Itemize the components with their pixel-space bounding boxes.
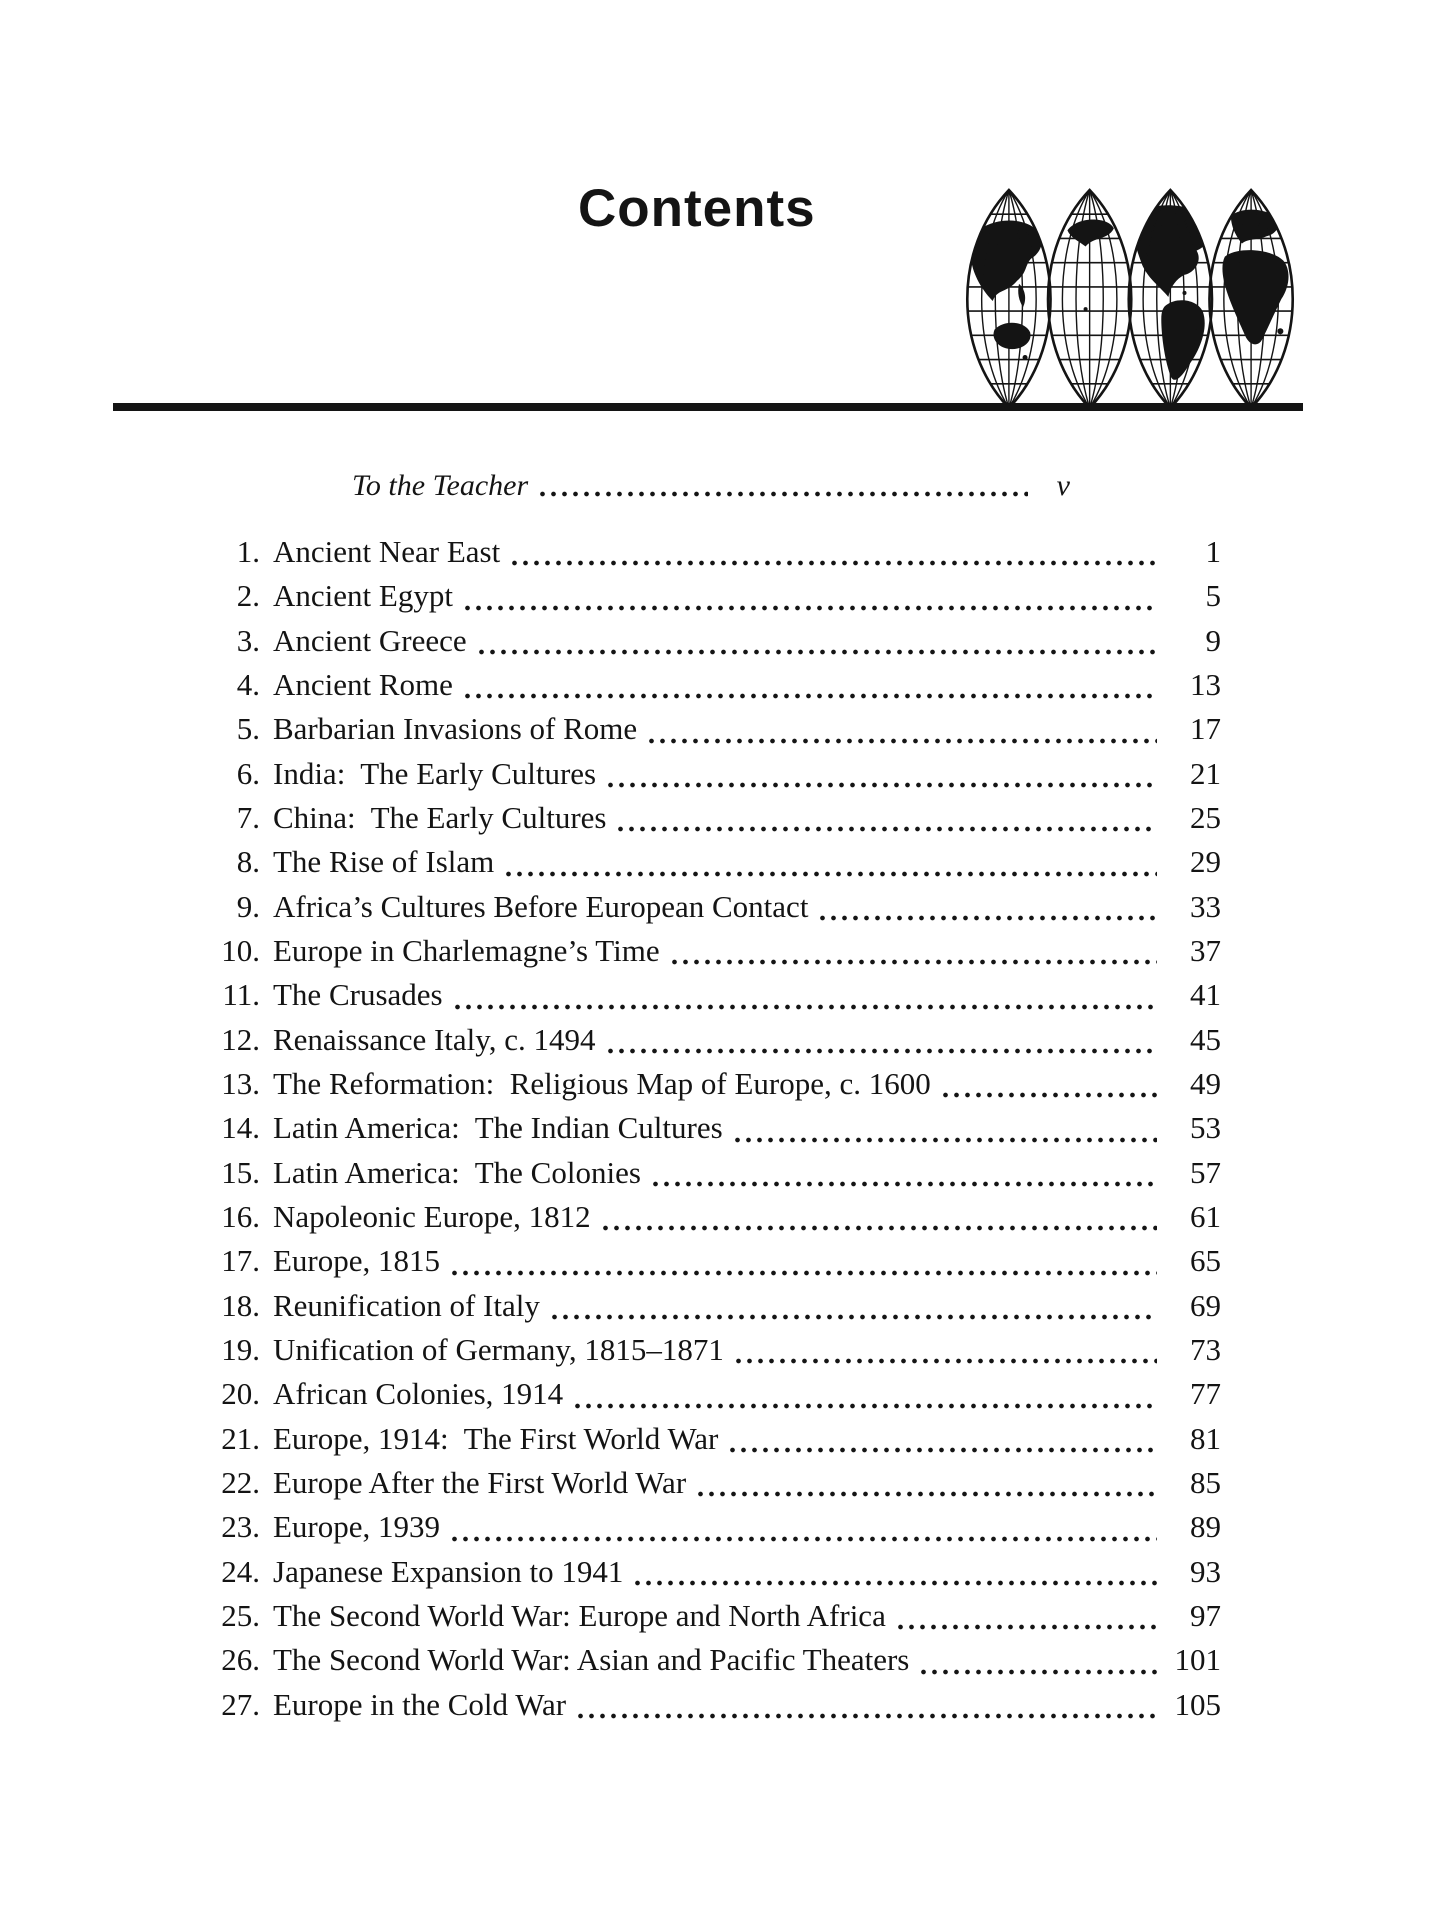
toc-entry-page: 13 (1190, 666, 1221, 702)
toc-entry-title: The Second World War: Europe and North Africa (273, 1597, 886, 1633)
dot-leader (943, 1092, 1157, 1098)
toc-entry-title: Japanese Expansion to 1941 (273, 1553, 624, 1589)
toc-entry-page: 73 (1190, 1331, 1221, 1367)
toc-entry-row (170, 1418, 1221, 1462)
toc-entry-number: 25. (221, 1597, 260, 1633)
dot-leader (575, 1403, 1157, 1409)
dot-leader (653, 1181, 1157, 1187)
toc-entry-page: 37 (1190, 932, 1221, 968)
toc-entry-row (170, 708, 1221, 752)
toc-entry-title: Latin America: The Colonies (273, 1154, 641, 1190)
toc-entry-number: 16. (221, 1198, 260, 1234)
toc-entry-title: The Rise of Islam (273, 844, 495, 880)
toc-entry-page: 69 (1190, 1287, 1221, 1323)
dot-leader (608, 1048, 1157, 1054)
world-map-gores-icon (965, 188, 1295, 410)
toc-entry-title: African Colonies, 1914 (273, 1376, 564, 1412)
toc-entry-page: 9 (1205, 622, 1221, 658)
dot-leader (479, 649, 1157, 655)
toc-entry-row (170, 1639, 1221, 1683)
toc-entry-page: 85 (1190, 1464, 1221, 1500)
toc-entry-page: 21 (1190, 755, 1221, 791)
toc-entry-title: Europe in Charlemagne’s Time (273, 932, 660, 968)
front-matter-row (352, 466, 1070, 506)
header-rule (113, 403, 1303, 411)
toc-entry-number: 10. (221, 932, 260, 968)
toc-entry-title: Renaissance Italy, c. 1494 (273, 1021, 596, 1057)
dot-leader (649, 738, 1157, 744)
toc-list (170, 531, 1221, 1728)
toc-entry-title: Napoleonic Europe, 1812 (273, 1198, 591, 1234)
toc-entry-title: Barbarian Invasions of Rome (273, 711, 638, 747)
toc-entry-row (170, 1152, 1221, 1196)
toc-entry-page: 61 (1190, 1198, 1221, 1234)
toc-entry-page: 49 (1190, 1065, 1221, 1101)
toc-entry-number: 14. (221, 1110, 260, 1146)
toc-entry-row (170, 1551, 1221, 1595)
dot-leader (672, 959, 1157, 965)
toc-entry-page: 25 (1190, 799, 1221, 835)
dot-leader (921, 1669, 1157, 1675)
toc-entry-number: 9. (236, 888, 260, 924)
page-title: Contents (578, 179, 816, 238)
toc-entry-page: 57 (1190, 1154, 1221, 1190)
toc-entry-row (170, 797, 1221, 841)
toc-entry-page: 41 (1190, 977, 1221, 1013)
toc-entry-title: Reunification of Italy (273, 1287, 540, 1323)
toc-entry-row (170, 753, 1221, 797)
toc-entry-number: 20. (221, 1376, 260, 1412)
dot-leader (635, 1580, 1157, 1586)
toc-entry-number: 23. (221, 1509, 260, 1545)
dot-leader (512, 560, 1157, 566)
toc-entry-number: 8. (236, 844, 260, 880)
toc-entry-title: Europe, 1815 (273, 1243, 441, 1279)
dot-leader (540, 491, 1028, 497)
toc-entry-title: China: The Early Cultures (273, 799, 607, 835)
toc-entry-row (170, 930, 1221, 974)
toc-entry-row (170, 1595, 1221, 1639)
front-matter-page: v (1056, 469, 1070, 502)
toc-entry-row (170, 620, 1221, 664)
toc-entry-title: Europe, 1939 (273, 1509, 441, 1545)
toc-entry-row (170, 1373, 1221, 1417)
toc-entry-row (170, 664, 1221, 708)
toc-entry-page: 101 (1174, 1642, 1221, 1678)
dot-leader (820, 915, 1157, 921)
toc-entry-title: Europe in the Cold War (273, 1686, 567, 1722)
front-matter-title: To the Teacher (352, 469, 529, 502)
toc-entry-row (170, 575, 1221, 619)
dot-leader (608, 782, 1157, 788)
toc-entry-page: 29 (1190, 844, 1221, 880)
toc-entry-page: 33 (1190, 888, 1221, 924)
toc-entry-number: 21. (221, 1420, 260, 1456)
toc-entry-title: Ancient Greece (273, 622, 467, 658)
toc-entry-number: 13. (221, 1065, 260, 1101)
dot-leader (618, 826, 1157, 832)
toc-entry-number: 17. (221, 1243, 260, 1279)
toc-entry-title: Ancient Rome (273, 666, 453, 702)
toc-entry-number: 22. (221, 1464, 260, 1500)
toc-entry-title: Ancient Egypt (273, 578, 453, 614)
toc-entry-row (170, 1240, 1221, 1284)
toc-entry-row (170, 1506, 1221, 1550)
toc-entry-row (170, 1462, 1221, 1506)
dot-leader (578, 1713, 1157, 1719)
toc-entry-page: 93 (1190, 1553, 1221, 1589)
dot-leader (730, 1447, 1157, 1453)
toc-entry-number: 12. (221, 1021, 260, 1057)
toc-entry-row (170, 1684, 1221, 1728)
toc-entry-title: The Crusades (273, 977, 443, 1013)
toc-entry-row (170, 1019, 1221, 1063)
toc-entry-page: 17 (1190, 711, 1221, 747)
toc-entry-number: 3. (236, 622, 260, 658)
toc-entry-title: The Second World War: Asian and Pacific Theaters (273, 1642, 910, 1678)
toc-entry-title: India: The Early Cultures (273, 755, 597, 791)
dot-leader (736, 1358, 1157, 1364)
toc-entry-row (170, 1107, 1221, 1151)
toc-entry-page: 65 (1190, 1243, 1221, 1279)
toc-entry-title: Unification of Germany, 1815–1871 (273, 1331, 724, 1367)
dot-leader (552, 1314, 1157, 1320)
toc-entry-number: 24. (221, 1553, 260, 1589)
toc-entry-page: 77 (1190, 1376, 1221, 1412)
toc-entry-row (170, 531, 1221, 575)
toc-entry-number: 26. (221, 1642, 260, 1678)
toc-entry-page: 1 (1205, 534, 1221, 569)
toc-entry-row (170, 841, 1221, 885)
dot-leader (452, 1270, 1157, 1276)
toc-entry-title: Latin America: The Indian Cultures (273, 1110, 723, 1146)
toc-entry-title: Africa’s Cultures Before European Contact (273, 888, 809, 924)
dot-leader (898, 1624, 1157, 1630)
dot-leader (506, 871, 1157, 877)
toc-entry-page: 89 (1190, 1509, 1221, 1545)
toc-entry-number: 27. (221, 1686, 260, 1722)
toc-entry-title: Ancient Near East (273, 534, 501, 569)
toc-entry-title: Europe, 1914: The First World War (273, 1420, 719, 1456)
toc-entry-number: 6. (236, 755, 260, 791)
toc-entry-row (170, 886, 1221, 930)
dot-leader (465, 693, 1157, 699)
toc-entry-number: 19. (221, 1331, 260, 1367)
toc-entry-row (170, 1063, 1221, 1107)
dot-leader (455, 1004, 1157, 1010)
toc-entry-row (170, 1196, 1221, 1240)
toc-entry-number: 18. (221, 1287, 260, 1323)
toc-entry-number: 11. (222, 977, 260, 1013)
toc-entry-title: Europe After the First World War (273, 1464, 687, 1500)
toc-entry-row (170, 1329, 1221, 1373)
toc-entry-page: 53 (1190, 1110, 1221, 1146)
dot-leader (452, 1536, 1157, 1542)
toc-entry-number: 1. (236, 534, 260, 569)
toc-entry-number: 2. (236, 578, 260, 614)
toc-entry-page: 81 (1190, 1420, 1221, 1456)
dot-leader (603, 1225, 1157, 1231)
toc-entry-number: 7. (236, 799, 260, 835)
toc-entry-page: 97 (1190, 1597, 1221, 1633)
toc-entry-page: 45 (1190, 1021, 1221, 1057)
toc-entry-row (170, 1285, 1221, 1329)
dot-leader (735, 1137, 1157, 1143)
toc-entry-number: 5. (236, 711, 260, 747)
dot-leader (465, 605, 1157, 611)
toc-entry-page: 105 (1174, 1686, 1221, 1722)
toc-entry-title: The Reformation: Religious Map of Europe, c. 1600 (273, 1065, 931, 1101)
toc-entry-number: 15. (221, 1154, 260, 1190)
toc-entry-page: 5 (1205, 578, 1221, 614)
dot-leader (698, 1491, 1157, 1497)
toc-entry-number: 4. (236, 666, 260, 702)
toc-entry-row (170, 974, 1221, 1018)
